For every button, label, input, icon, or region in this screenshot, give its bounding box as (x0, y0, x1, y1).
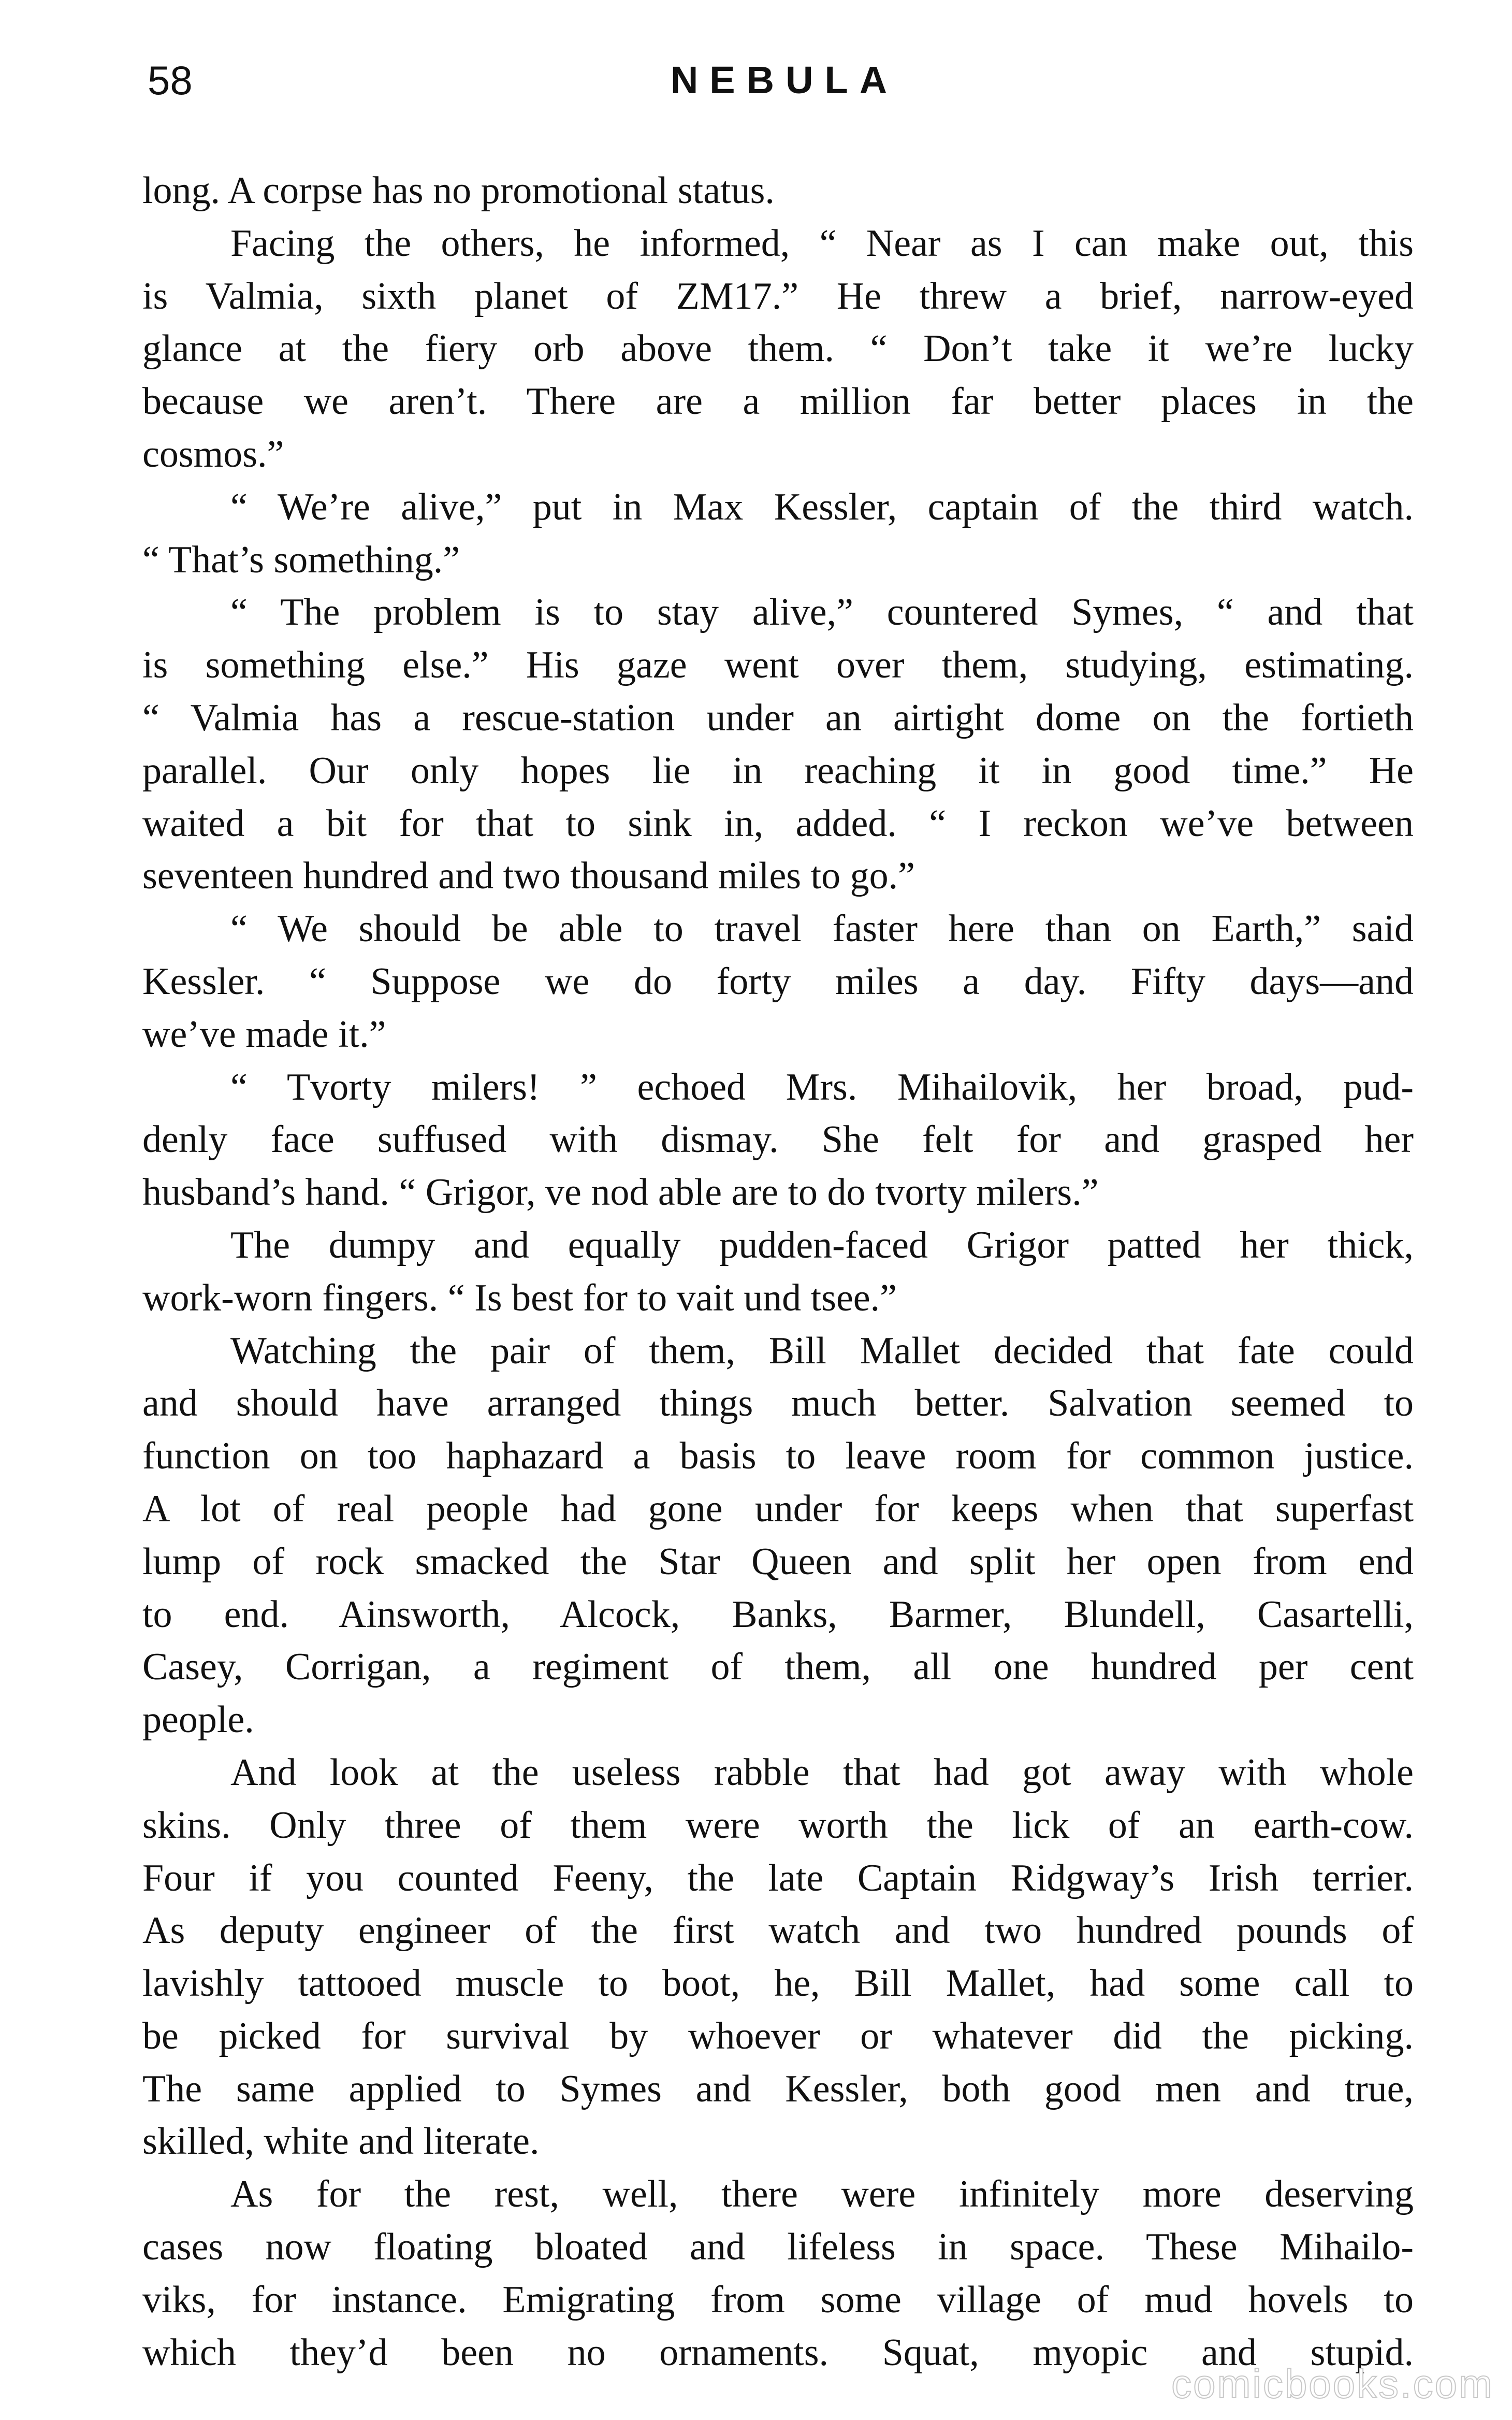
text-line: seventeen hundred and two thousand miles to go.” (142, 855, 915, 898)
text-line: because we aren’t. There are a million far better places in the (142, 380, 1414, 423)
text-line: Facing the others, he informed, “ Near as I can make out, this (230, 222, 1414, 265)
text-line: denly face suffused with dismay. She felt for and grasped her (142, 1118, 1414, 1161)
text-line: As deputy engineer of the first watch and two hundred pounds of (142, 1909, 1414, 1952)
text-line: and should have arranged things much better. Salvation seemed to (142, 1382, 1414, 1425)
text-line: Kessler. “ Suppose we do forty miles a day. Fifty days—and (142, 960, 1414, 1003)
text-line: A lot of real people had gone under for keeps when that superfast (142, 1487, 1414, 1530)
running-title: NEBULA (670, 59, 899, 102)
watermark: comicbooks.com (1171, 2361, 1494, 2407)
text-line: long. A corpse has no promotional status. (142, 169, 775, 212)
body-text (142, 165, 1414, 2379)
text-line: people. (142, 1698, 254, 1741)
text-line: parallel. Our only hopes lie in reaching it in good time.” He (142, 749, 1414, 792)
text-line: Four if you counted Feeny, the late Captain Ridgway’s Irish terrier. (142, 1856, 1414, 1899)
text-line: cosmos.” (142, 433, 284, 476)
text-line: to end. Ainsworth, Alcock, Banks, Barmer, Blundell, Casartelli, (142, 1593, 1414, 1636)
text-line: cases now floating bloated and lifeless in space. These Mihailo- (142, 2226, 1414, 2269)
text-line: “ We’re alive,” put in Max Kessler, captain of the third watch. (230, 485, 1414, 528)
text-line: be picked for survival by whoever or whatever did the picking. (142, 2014, 1414, 2057)
text-line: is something else.” His gaze went over them, studying, estimating. (142, 644, 1414, 687)
page-header (148, 49, 1421, 111)
text-line: “ The problem is to stay alive,” countered Symes, “ and that (230, 591, 1414, 634)
text-line: Watching the pair of them, Bill Mallet decided that fate could (230, 1329, 1414, 1372)
text-line: waited a bit for that to sink in, added. “ I reckon we’ve between (142, 802, 1414, 845)
text-line: is Valmia, sixth planet of ZM17.” He threw a brief, narrow-eyed (142, 275, 1414, 318)
text-line: lump of rock smacked the Star Queen and split her open from end (142, 1540, 1414, 1583)
text-line: lavishly tattooed muscle to boot, he, Bill Mallet, had some call to (142, 1962, 1414, 2005)
text-line: “ We should be able to travel faster here than on Earth,” said (230, 908, 1414, 950)
text-line: we’ve made it.” (142, 1013, 386, 1056)
text-line: “ Valmia has a rescue-station under an airtight dome on the fortieth (142, 696, 1414, 739)
text-line: The same applied to Symes and Kessler, both good men and true, (142, 2067, 1414, 2110)
text-line: viks, for instance. Emigrating from some village of mud hovels to (142, 2278, 1414, 2321)
page-number: 58 (148, 57, 193, 103)
text-line: And look at the useless rabble that had got away with whole (230, 1751, 1414, 1794)
text-line: The dumpy and equally pudden-faced Grigor patted her thick, (230, 1223, 1414, 1266)
text-line: skilled, white and literate. (142, 2120, 540, 2163)
text-line: function on too haphazard a basis to leave room for common justice. (142, 1435, 1414, 1478)
text-line: Casey, Corrigan, a regiment of them, all one hundred per cent (142, 1646, 1414, 1689)
text-line: skins. Only three of them were worth the lick of an earth-cow. (142, 1804, 1414, 1847)
text-line: which they’d been no ornaments. Squat, myopic and stupid. (142, 2331, 1414, 2374)
text-line: “ That’s something.” (142, 538, 460, 581)
text-line: As for the rest, well, there were infinitely more deserving (230, 2173, 1414, 2216)
text-line: “ Tvorty milers! ” echoed Mrs. Mihailovik, her broad, pud- (230, 1065, 1414, 1108)
text-line: work-worn fingers. “ Is best for to vait und tsee.” (142, 1276, 897, 1319)
text-line: husband’s hand. “ Grigor, ve nod able are to do tvorty milers.” (142, 1171, 1099, 1214)
text-line: glance at the fiery orb above them. “ Don’t take it we’re lucky (142, 327, 1414, 370)
